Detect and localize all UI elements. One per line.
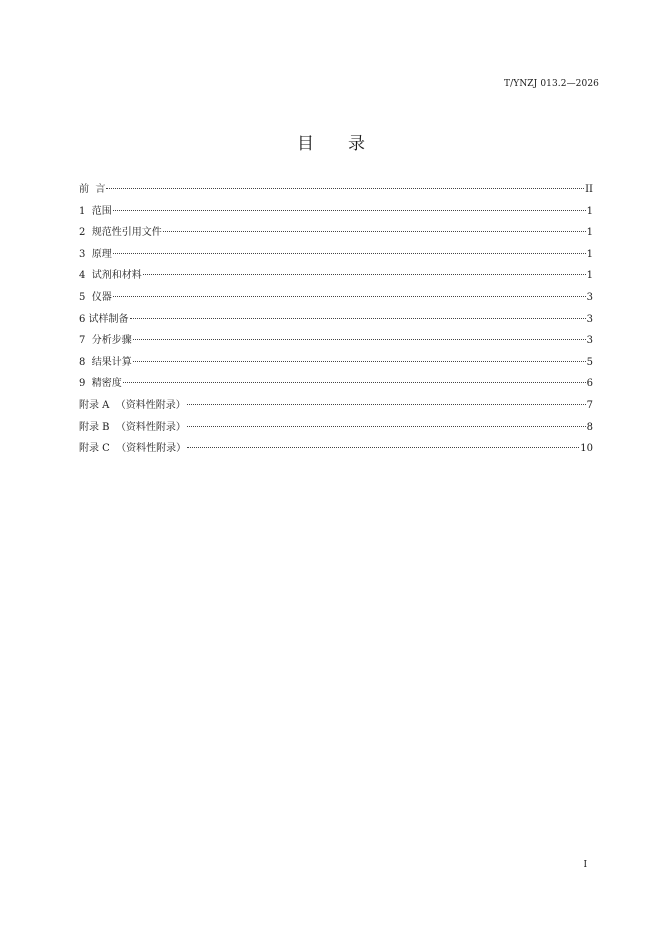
toc-entry-page: 5 <box>586 356 593 368</box>
toc-entry-label: 8 结果计算 <box>79 356 132 368</box>
toc-dot-leader <box>113 253 586 254</box>
toc-entry-appendix-a[interactable] <box>79 399 593 421</box>
toc-entry-label: 附录 A （资料性附录） <box>79 399 186 411</box>
toc-entry-page: II <box>585 184 593 195</box>
toc-entry-sample-preparation[interactable] <box>79 313 593 335</box>
title-char-2: 录 <box>348 134 365 154</box>
toc-entry-page: 1 <box>586 248 593 260</box>
toc-dot-leader <box>130 318 586 319</box>
toc-dot-leader <box>187 447 579 448</box>
toc-entry-page: 3 <box>586 313 593 325</box>
toc-entry-label: 2 规范性引用文件 <box>79 227 162 239</box>
toc-entry-label: 3 原理 <box>79 248 112 260</box>
page-title <box>0 129 662 154</box>
toc-entry-instruments[interactable] <box>79 291 593 313</box>
page-number: I <box>583 860 587 870</box>
toc-entry-page: 8 <box>586 421 593 433</box>
toc-entry-label: 6 试样制备 <box>79 313 129 325</box>
toc-dot-leader <box>113 210 586 211</box>
toc-entry-label: 9 精密度 <box>79 378 122 390</box>
toc-dot-leader <box>187 426 586 427</box>
toc-entry-label: 1 范围 <box>79 205 112 217</box>
toc-entry-page: 1 <box>586 270 593 282</box>
toc-dot-leader <box>113 296 586 297</box>
toc-entry-page: 10 <box>580 443 593 455</box>
toc-entry-calculation[interactable] <box>79 356 593 378</box>
toc-entry-analysis-steps[interactable] <box>79 334 593 356</box>
toc-entry-page: 1 <box>586 227 593 239</box>
toc-dot-leader <box>143 274 586 275</box>
toc-dot-leader <box>123 382 586 383</box>
toc-entry-page: 1 <box>586 205 593 217</box>
toc-entry-label: 附录 C （资料性附录） <box>79 443 187 455</box>
toc-entry-foreword[interactable] <box>79 183 593 205</box>
toc-dot-leader <box>133 339 586 340</box>
toc-dot-leader <box>163 231 586 232</box>
toc-entry-label: 7 分析步骤 <box>79 335 132 347</box>
toc-entry-page: 6 <box>586 378 593 390</box>
toc-entry-normative-references[interactable] <box>79 226 593 248</box>
table-of-contents <box>79 183 593 464</box>
toc-entry-principle[interactable] <box>79 248 593 270</box>
toc-entry-label: 前 言 <box>79 184 106 195</box>
toc-dot-leader <box>106 188 584 189</box>
toc-entry-page: 7 <box>586 399 593 411</box>
toc-dot-leader <box>187 404 586 405</box>
toc-entry-label: 4 试剂和材料 <box>79 270 142 282</box>
toc-entry-precision[interactable] <box>79 377 593 399</box>
toc-entry-scope[interactable] <box>79 205 593 227</box>
toc-entry-label: 5 仪器 <box>79 291 112 303</box>
title-char-1: 目 <box>297 134 314 154</box>
toc-dot-leader <box>133 361 586 362</box>
toc-entry-label: 附录 B （资料性附录） <box>79 421 186 433</box>
toc-entry-appendix-c[interactable] <box>79 442 593 464</box>
toc-entry-reagents[interactable] <box>79 269 593 291</box>
toc-entry-page: 3 <box>586 291 593 303</box>
toc-entry-appendix-b[interactable] <box>79 421 593 443</box>
standard-code: T/YNZJ 013.2—2026 <box>504 79 599 89</box>
toc-entry-page: 3 <box>586 335 593 347</box>
